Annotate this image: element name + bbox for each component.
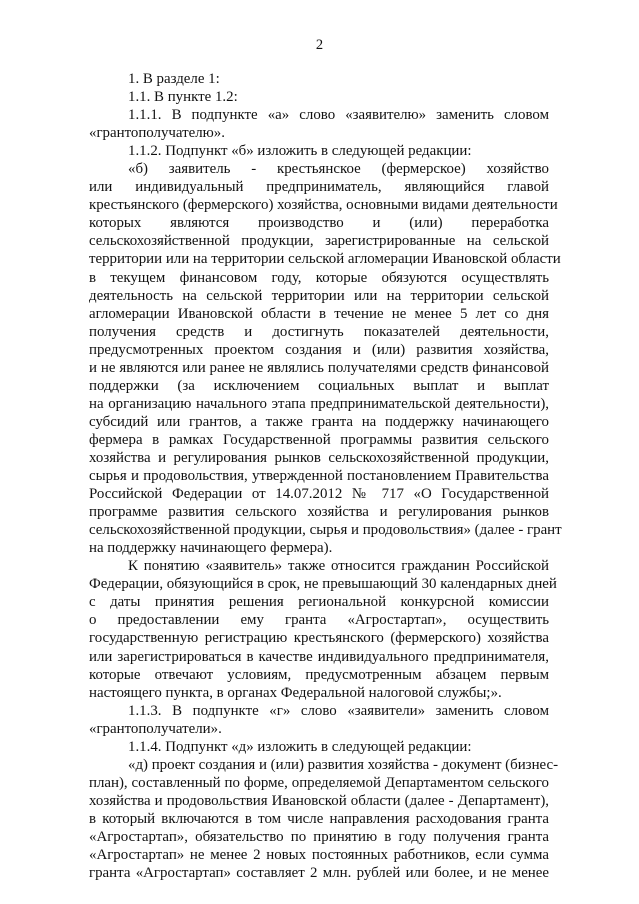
- text-line: получения средств и достигнуть показателей деятельности,: [89, 323, 549, 340]
- text-line: 1.1.3. В подпункте «г» слово «заявители» заменить словом: [128, 702, 549, 719]
- page-number: 2: [315, 37, 324, 53]
- text-line: или зарегистрироваться в качестве индивидуального предпринимателя,: [89, 648, 549, 665]
- text-line: государственную регистрацию крестьянского (фермерского) хозяйства: [89, 630, 549, 647]
- text-line: «Агростартап», обязательство по принятию в году получения гранта: [89, 828, 549, 845]
- text-line: или индивидуальный предприниматель, являющийся главой: [89, 179, 549, 196]
- text-line: фермера в рамках Государственной программы развития сельского: [89, 431, 549, 448]
- text-line: агломерации Ивановской области в течение не менее 5 лет со дня: [89, 305, 549, 322]
- text-line: Российской Федерации от 14.07.2012 № 717 «О Государственной: [89, 486, 549, 503]
- text-line: сырья и продовольствия, утвержденной постановлением Правительства: [89, 468, 549, 485]
- text-line: хозяйства и продовольствия Ивановской области (далее - Департамент),: [89, 792, 549, 809]
- text-line: сельскохозяйственной продукции, сырья и продовольствия» (далее - грант: [89, 522, 562, 539]
- text-line: план), составленный по форме, определяемой Департаментом сельского: [89, 774, 549, 791]
- text-line: и не являются или ранее не являлись получателями средств финансовой: [89, 359, 549, 376]
- text-line: предусмотренных проектом создания и (или) развития хозяйства,: [89, 341, 549, 358]
- text-line: 1. В разделе 1:: [128, 71, 220, 87]
- text-line: субсидий или грантов, а также гранта на поддержку начинающего: [89, 413, 549, 430]
- text-line: гранта «Агростартап» составляет 2 млн. рублей или более, и не менее: [89, 865, 549, 882]
- text-line: 1.1.2. Подпункт «б» изложить в следующей редакции:: [128, 143, 472, 160]
- text-line: настоящего пункта, в органах Федеральной налоговой службы;».: [89, 684, 502, 701]
- text-line: «Агростартап» не менее 2 новых постоянных работников, если сумма: [89, 847, 549, 864]
- text-line: «грантополучатели».: [89, 720, 222, 737]
- text-line: К понятию «заявитель» также относится гражданин Российской: [128, 558, 549, 575]
- text-line: деятельность на сельской территории или на территории сельской: [89, 287, 549, 304]
- text-line: «б) заявитель - крестьянское (фермерское) хозяйство: [128, 161, 549, 178]
- text-line: 1.1.4. Подпункт «д» изложить в следующей редакции:: [128, 738, 472, 755]
- text-line: крестьянского (фермерского) хозяйства, основными видами деятельности: [89, 197, 558, 214]
- text-line: о предоставлении ему гранта «Агростартап», осуществить: [89, 612, 549, 629]
- text-line: на поддержку начинающего фермера).: [89, 540, 333, 557]
- text-line: поддержки (за исключением социальных выплат и выплат: [89, 377, 549, 394]
- text-line: с даты принятия решения региональной конкурсной комиссии: [89, 594, 549, 611]
- text-line: на организацию начального этапа предпринимательской деятельности),: [89, 395, 549, 412]
- text-line: 1.1.1. В подпункте «а» слово «заявителю» заменить словом: [128, 107, 549, 124]
- text-line: 1.1. В пункте 1.2:: [128, 89, 238, 106]
- text-line: которых являются производство и (или) переработка: [89, 215, 549, 232]
- text-line: сельскохозяйственной продукции, зарегистрированные на сельской: [89, 233, 549, 250]
- text-line: программе развития сельского хозяйства и регулирования рынков: [89, 504, 549, 521]
- text-line: хозяйства и регулирования рынков сельскохозяйственной продукции,: [89, 449, 549, 466]
- text-line: «грантополучателю».: [89, 125, 225, 142]
- text-line: в который включаются в том числе направления расходования гранта: [89, 810, 549, 827]
- text-line: «д) проект создания и (или) развития хозяйства - документ (бизнес-: [128, 756, 559, 773]
- text-line: территории или на территории сельской агломерации Ивановской области: [89, 251, 561, 268]
- document-body: [89, 70, 562, 882]
- text-line: которые отвечают условиям, предусмотренным абзацем первым: [89, 666, 549, 683]
- text-line: Федерации, обязующийся в срок, не превышающий 30 календарных дней: [89, 576, 557, 593]
- text-line: в текущем финансовом году, которые обязуются осуществлять: [89, 269, 549, 286]
